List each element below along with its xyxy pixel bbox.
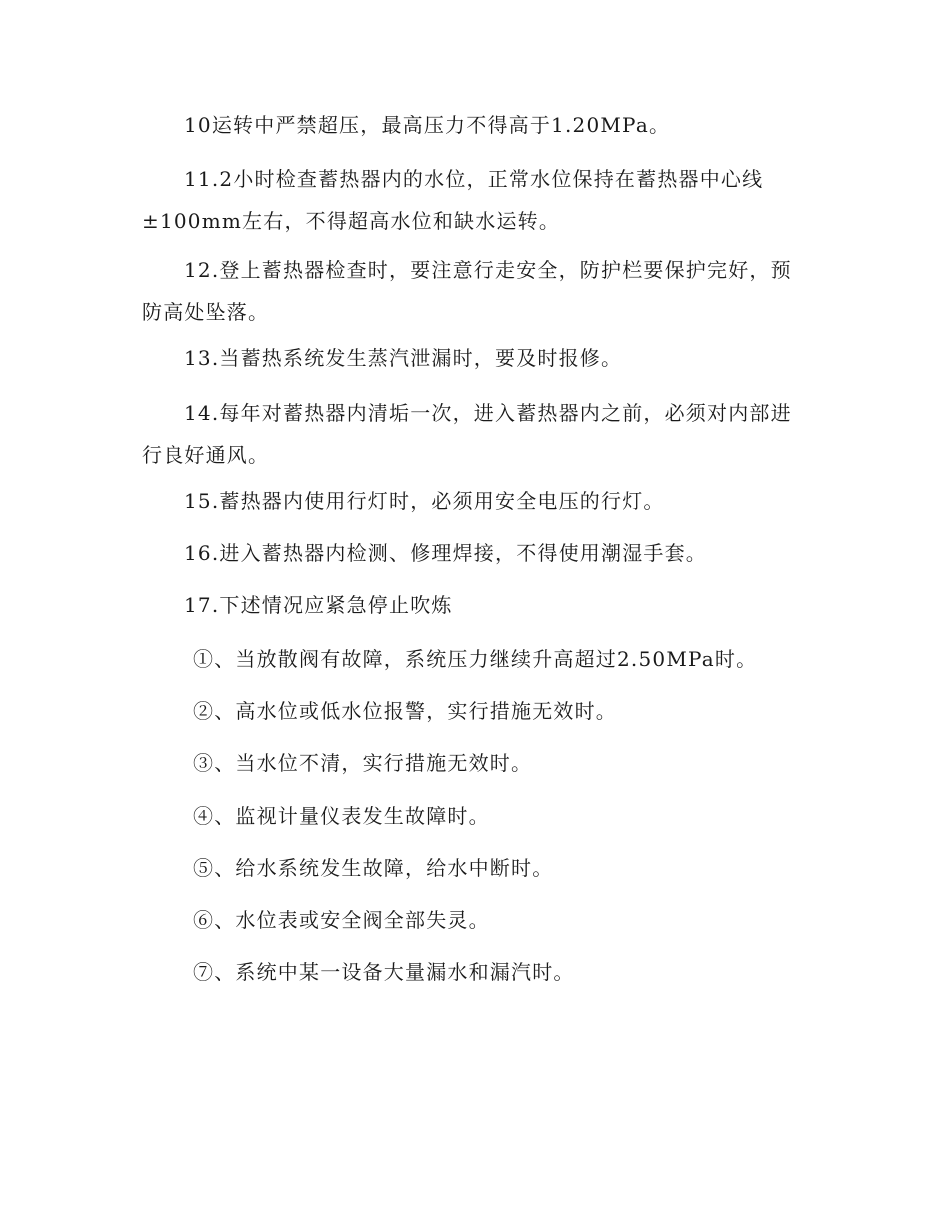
condition-item-2: ②、高水位或低水位报警，实行措施无效时。 [193,699,617,723]
paragraph-10: 10运转中严禁超压，最高压力不得高于1.20MPa。 [184,113,671,137]
paragraph-13: 13.当蓄热系统发生蒸汽泄漏时，要及时报修。 [184,346,623,370]
condition-item-3: ③、当水位不清，实行措施无效时。 [193,751,533,775]
condition-item-4: ④、监视计量仪表发生故障时。 [193,804,490,828]
paragraph-11: 11.2小时检查蓄热器内的水位，正常水位保持在蓄热器中心线±100mm左右，不得超高水位和缺水运转。 [142,167,764,233]
condition-item-6: ⑥、水位表或安全阀全部失灵。 [193,908,490,932]
paragraph-15: 15.蓄热器内使用行灯时，必须用安全电压的行灯。 [184,489,665,513]
paragraph-16: 16.进入蓄热器内检测、修理焊接，不得使用潮湿手套。 [184,541,708,565]
condition-item-7: ⑦、系统中某一设备大量漏水和漏汽时。 [193,960,575,984]
paragraph-12: 12.登上蓄热器检查时，要注意行走安全，防护栏要保护完好，预防高处坠落。 [142,258,792,324]
condition-item-5: ⑤、给水系统发生故障，给水中断时。 [193,856,554,880]
condition-item-1: ①、当放散阀有故障，系统压力继续升高超过2.50MPa时。 [193,647,758,671]
paragraph-14: 14.每年对蓄热器内清垢一次，进入蓄热器内之前，必须对内部进行良好通风。 [142,401,792,467]
paragraph-17: 17.下述情况应紧急停止吹炼 [184,593,453,617]
